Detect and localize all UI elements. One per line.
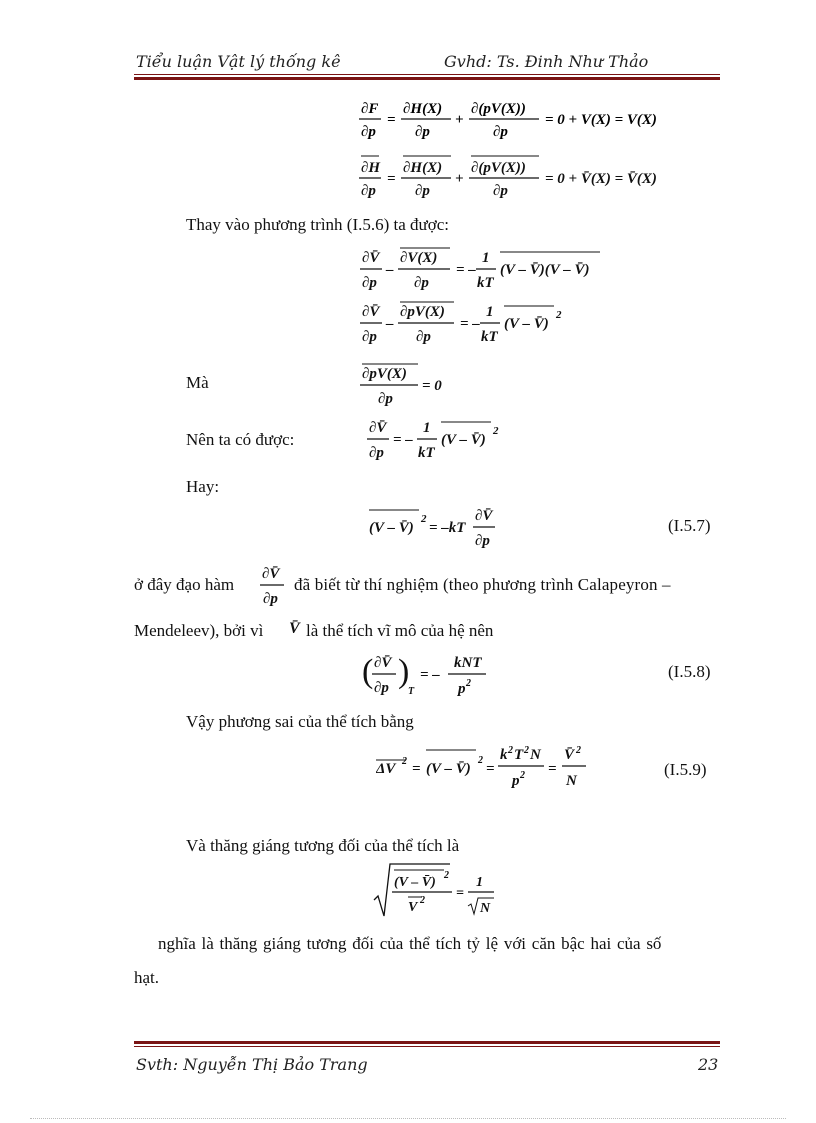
svg-text:(V – V̄): (V – V̄) <box>394 875 436 890</box>
svg-text:2: 2 <box>466 678 471 689</box>
svg-text:N: N <box>566 773 577 789</box>
svg-text:∂H(X): ∂H(X) <box>403 160 443 176</box>
svg-text:∂p: ∂p <box>263 591 278 607</box>
svg-text:V̄: V̄ <box>564 747 575 763</box>
svg-text:∂pV(X): ∂pV(X) <box>400 304 445 320</box>
text-dabiet: đã biết từ thí nghiệm (theo phương trình Calapeyron – <box>294 575 671 594</box>
svg-text:(V – V̄): (V – V̄) <box>426 761 471 777</box>
svg-text:= –: = – <box>456 262 476 278</box>
text-nghiala: nghĩa là thăng giáng tương đối của thể tích tỷ lệ với căn bậc hai của số <box>158 934 662 953</box>
svg-text:2: 2 <box>478 755 483 766</box>
symbol-vbar: V̄ <box>289 620 300 637</box>
svg-text:(V – V̄): (V – V̄) <box>369 520 414 536</box>
svg-text:=: = <box>548 761 557 777</box>
equation-dVbar-dp-2 <box>358 298 578 348</box>
footer-rule-thin <box>134 1046 720 1047</box>
text-hay: Hay: <box>186 477 220 496</box>
svg-text:+: + <box>455 171 464 187</box>
page-number: 23 <box>698 1055 719 1074</box>
svg-text:2: 2 <box>520 770 525 781</box>
svg-text:1: 1 <box>423 420 431 436</box>
svg-text:∂V̄: ∂V̄ <box>362 304 380 320</box>
svg-text:(: ( <box>362 653 374 690</box>
svg-text:2: 2 <box>420 895 425 906</box>
svg-text:∂p: ∂p <box>414 275 429 291</box>
svg-text:∂p: ∂p <box>369 445 384 461</box>
footer-rule-thick <box>134 1041 720 1044</box>
equation-relative-fluctuation <box>372 860 502 920</box>
text-vayphuongsai: Vậy phương sai của thể tích bằng <box>186 712 414 731</box>
svg-text:∂p: ∂p <box>361 183 376 199</box>
svg-text:N: N <box>530 747 541 763</box>
svg-text:(V – V̄): (V – V̄) <box>441 432 486 448</box>
svg-text:= –: = – <box>420 667 440 683</box>
svg-text:∂p: ∂p <box>475 533 490 549</box>
svg-text:N: N <box>480 901 491 916</box>
svg-text:=: = <box>387 112 396 128</box>
text-ma: Mà <box>186 373 209 392</box>
svg-text:∂H(X): ∂H(X) <box>403 101 443 117</box>
text-hat: hạt. <box>134 968 160 987</box>
svg-text:(V – V̄)(V – V̄): (V – V̄)(V – V̄) <box>500 262 590 278</box>
svg-text:∂V(X): ∂V(X) <box>400 250 438 266</box>
svg-text:∂(pV(X)): ∂(pV(X)) <box>471 101 526 117</box>
svg-text:∂(pV(X)): ∂(pV(X)) <box>471 160 526 176</box>
footer-left: Svth: Nguyễn Thị Bảo Trang <box>136 1055 368 1074</box>
svg-text:1: 1 <box>476 875 483 890</box>
svg-text:2: 2 <box>508 745 513 756</box>
svg-text:): ) <box>398 653 410 690</box>
svg-text:+: + <box>455 112 464 128</box>
equation-159 <box>376 740 596 792</box>
svg-text:2: 2 <box>444 870 449 881</box>
svg-text:= 0 + V(X) = V(X): = 0 + V(X) = V(X) <box>545 112 657 128</box>
svg-text:= 0 + V̄(X) = V̄(X): = 0 + V̄(X) = V̄(X) <box>545 171 657 187</box>
header-rule-thin <box>134 74 720 75</box>
svg-text:∂p: ∂p <box>374 680 389 696</box>
svg-text:∂V̄: ∂V̄ <box>374 655 392 671</box>
header-rule-thick <box>134 77 720 80</box>
svg-text:T: T <box>514 747 524 763</box>
equation-inline-dVbar-dp <box>258 560 292 608</box>
svg-text:kT: kT <box>418 445 435 461</box>
equation-dF-dp <box>355 96 685 142</box>
equation-label-158: (I.5.8) <box>668 662 711 681</box>
svg-text:kNT: kNT <box>454 655 482 671</box>
svg-text:2: 2 <box>556 309 562 321</box>
equation-158 <box>362 648 492 700</box>
svg-text:= –kT: = –kT <box>429 520 466 536</box>
svg-text:=: = <box>387 171 396 187</box>
svg-text:2: 2 <box>421 513 427 525</box>
header-right: Gvhd: Ts. Đinh Như Thảo <box>444 52 649 71</box>
svg-text:= –: = – <box>460 316 480 332</box>
svg-text:∂p: ∂p <box>362 275 377 291</box>
svg-text:2: 2 <box>493 425 499 437</box>
svg-text:p: p <box>512 773 520 789</box>
svg-text:1: 1 <box>482 250 490 266</box>
equation-dH-dp-avg <box>355 150 685 202</box>
equation-157 <box>365 502 505 552</box>
svg-text:= –: = – <box>393 432 413 448</box>
svg-text:T: T <box>408 686 415 697</box>
equation-dVbar-dp-1 <box>358 244 608 294</box>
svg-text:∂V̄: ∂V̄ <box>369 420 387 436</box>
svg-text:∂p: ∂p <box>362 329 377 345</box>
svg-text:= 0: = 0 <box>422 378 442 394</box>
svg-text:=: = <box>456 886 464 901</box>
svg-text:2: 2 <box>402 756 407 767</box>
svg-text:∂p: ∂p <box>415 183 430 199</box>
svg-text:∂p: ∂p <box>493 124 508 140</box>
svg-text:=: = <box>486 761 495 777</box>
svg-text:2: 2 <box>576 745 581 756</box>
text-substitute: Thay vào phương trình (I.5.6) ta được: <box>186 215 450 234</box>
svg-text:=: = <box>412 761 421 777</box>
equation-label-157: (I.5.7) <box>668 516 711 535</box>
svg-text:∂p: ∂p <box>415 124 430 140</box>
svg-text:p: p <box>458 681 466 697</box>
text-lathetich: là thể tích vĩ mô của hệ nên <box>306 621 494 640</box>
svg-text:k: k <box>500 747 508 763</box>
text-mendeleev: Mendeleev), bởi vì <box>134 621 264 640</box>
text-vathanggiang: Và thăng giáng tương đối của thể tích là <box>186 836 460 855</box>
svg-text:∂V̄: ∂V̄ <box>262 566 280 582</box>
header-left: Tiểu luận Vật lý thống kê <box>136 52 341 71</box>
svg-text:kT: kT <box>477 275 494 291</box>
svg-text:(V – V̄): (V – V̄) <box>504 316 549 332</box>
svg-text:∂V̄: ∂V̄ <box>362 250 380 266</box>
bottom-dotted-line <box>30 1118 786 1119</box>
svg-text:kT: kT <box>481 329 498 345</box>
svg-text:1: 1 <box>486 304 494 320</box>
equation-label-159: (I.5.9) <box>664 760 707 779</box>
svg-text:–: – <box>386 316 394 332</box>
svg-text:∂F: ∂F <box>361 101 379 117</box>
svg-text:∂V̄: ∂V̄ <box>475 508 493 524</box>
svg-text:V: V <box>408 900 418 915</box>
svg-text:–: – <box>386 262 394 278</box>
text-odaydaoham: ở đây đạo hàm <box>134 575 235 594</box>
equation-ma <box>358 360 468 408</box>
svg-text:∂pV(X): ∂pV(X) <box>362 366 407 382</box>
svg-text:∂p: ∂p <box>493 183 508 199</box>
svg-text:∂p: ∂p <box>378 391 393 407</box>
text-nen: Nên ta có được: <box>186 430 295 449</box>
equation-nen <box>365 414 515 464</box>
svg-text:∂p: ∂p <box>416 329 431 345</box>
svg-text:∂H: ∂H <box>361 160 381 176</box>
svg-text:∂p: ∂p <box>361 124 376 140</box>
svg-text:ΔV: ΔV <box>376 761 396 777</box>
svg-text:2: 2 <box>524 745 529 756</box>
